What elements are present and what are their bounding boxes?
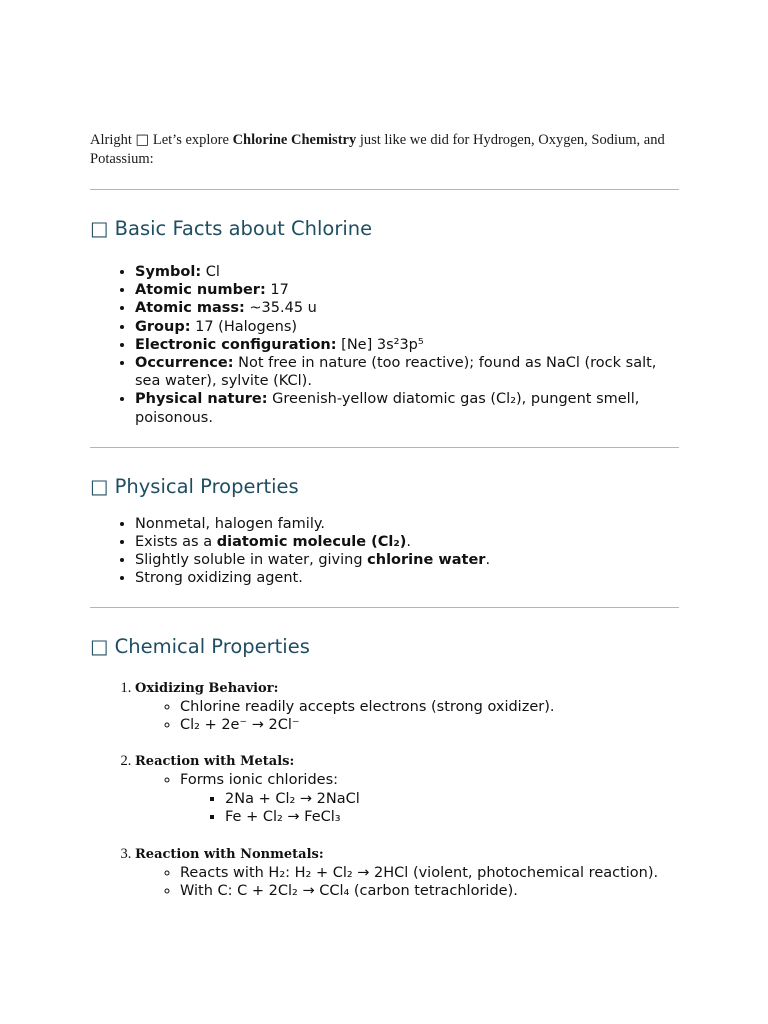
- sub-item-text: Forms ionic chlorides:: [180, 772, 339, 789]
- text: Exists as a: [135, 534, 213, 551]
- intro-topic: Chlorine Chemistry: [232, 132, 357, 148]
- list-item: [135, 336, 679, 354]
- list-item: • Nonmetal, halogen family.: [135, 515, 679, 533]
- emoji-placeholder-icon: □: [135, 132, 150, 148]
- fact-value: Cl: [205, 264, 220, 280]
- list-item: • Strong oxidizing agent.: [135, 569, 679, 587]
- section-title: Physical Properties: [114, 474, 299, 498]
- chemical-properties-list: [90, 679, 679, 900]
- list-item: [135, 354, 679, 390]
- basic-facts-list: [90, 263, 679, 427]
- sub-list: [135, 864, 679, 901]
- numbered-item: [135, 679, 679, 735]
- list-item: [135, 390, 679, 426]
- sub-item: ◦ With C: C + 2Cl₂ → CCl₄ (carbon tetrachloride).: [180, 882, 679, 900]
- text: Slightly soluble in water, giving: [135, 552, 363, 569]
- list-item: [135, 551, 679, 569]
- example-item: ▪ Fe + Cl₂ → FeCl₃: [225, 808, 679, 827]
- list-item: [135, 318, 679, 336]
- item-title: Reaction with Nonmetals:: [135, 846, 324, 862]
- example-item: ▪ 2Na + Cl₂ → 2NaCl: [225, 790, 679, 809]
- fact-value: Greenish-yellow diatomic gas (Cl₂), pungent smell, poisonous.: [135, 391, 640, 426]
- section-title: Chemical Properties: [114, 634, 310, 658]
- sub-item: ◦ Reacts with H₂: H₂ + Cl₂ → 2HCl (violent, photochemical reaction).: [180, 864, 679, 882]
- fact-value: Not free in nature (too reactive); found as NaCl (rock salt, sea water), sylvite (KCl).: [135, 355, 657, 390]
- numbered-item: [135, 752, 679, 826]
- fact-label: Atomic number:: [135, 282, 266, 299]
- emphasis: diatomic molecule (Cl₂): [216, 534, 407, 551]
- fact-label: Occurrence:: [135, 355, 234, 372]
- list-item: [135, 299, 679, 317]
- list-item: [135, 533, 679, 551]
- fact-value: 17 (Halogens): [195, 318, 298, 335]
- emoji-placeholder-icon: □: [90, 217, 109, 240]
- emoji-placeholder-icon: □: [90, 634, 109, 658]
- item-title: Reaction with Metals:: [135, 754, 295, 770]
- section-title: Basic Facts about Chlorine: [114, 217, 373, 240]
- sub-item: ◦ Cl₂ + 2e⁻ → 2Cl⁻: [180, 716, 679, 734]
- section-heading-chemical: [90, 635, 679, 659]
- intro-prefix: Alright: [90, 132, 132, 148]
- sub-item: [180, 771, 679, 826]
- fact-label: Atomic mass:: [135, 300, 245, 317]
- fact-label: Group:: [135, 318, 191, 335]
- fact-value: ~35.45 u: [249, 300, 317, 317]
- intro-rest: just like we did for Hydrogen, Oxygen, Sodium, and Potassium:: [90, 132, 665, 167]
- numbered-item: [135, 845, 679, 901]
- sub-list: [135, 698, 679, 735]
- sub-list: [135, 771, 679, 826]
- document-body: [90, 131, 679, 900]
- text: .: [485, 552, 491, 569]
- emphasis: chlorine water: [367, 552, 486, 569]
- sub-item: ◦ Chlorine readily accepts electrons (strong oxidizer).: [180, 698, 679, 716]
- item-title: Oxidizing Behavior:: [135, 680, 279, 696]
- section-heading-physical: [90, 475, 679, 499]
- fact-value: 17: [270, 282, 289, 299]
- fact-label: Symbol:: [135, 264, 202, 280]
- list-item: [135, 263, 679, 281]
- text: .: [406, 534, 411, 551]
- section-heading-basic-facts: [90, 217, 679, 241]
- fact-value: [Ne] 3s²3p⁵: [341, 336, 424, 353]
- example-list: [180, 790, 679, 827]
- intro-lead: Let’s explore: [152, 132, 229, 148]
- physical-properties-list: [90, 515, 679, 588]
- emoji-placeholder-icon: □: [90, 474, 109, 498]
- fact-label: Physical nature:: [135, 391, 268, 408]
- fact-label: Electronic configuration:: [135, 336, 337, 353]
- list-item: [135, 281, 679, 299]
- intro-paragraph: [90, 131, 679, 170]
